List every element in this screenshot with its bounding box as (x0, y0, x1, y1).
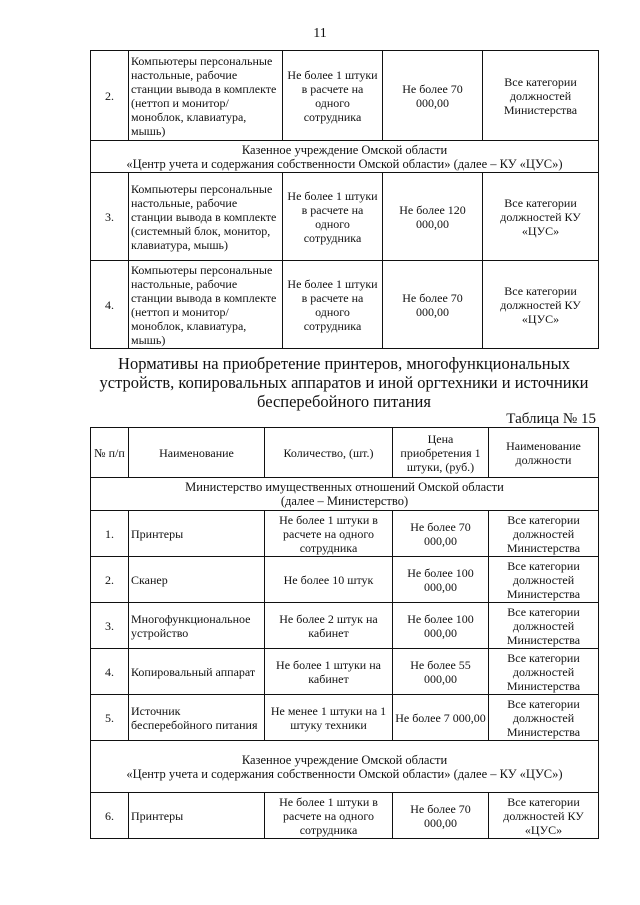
table-row (91, 793, 599, 839)
row-number: 1. (91, 511, 129, 557)
item-position: Все категории должностей КУ «ЦУС» (483, 261, 599, 349)
item-name: Компьютеры персональные настольные, рабочие станции вывода в комплекте (неттоп и монитор/моноблок, клавиатура, мышь) (129, 51, 283, 141)
section-title: Нормативы на приобретение принтеров, многофункциональных устройств, копировальных аппаратов и иной оргтехники и источники бесперебойного питания (99, 354, 589, 411)
group-line-2: «Центр учета и содержания собственности Омской области» (далее – КУ «ЦУС») (126, 766, 563, 781)
item-price: Не более 70 000,00 (383, 51, 483, 141)
item-position: Все категории должностей КУ «ЦУС» (483, 173, 599, 261)
item-position: Все категории должностей Министерства (483, 51, 599, 141)
column-header-number: № п/п (91, 428, 129, 478)
row-number: 2. (91, 557, 129, 603)
item-name: Принтеры (129, 511, 265, 557)
table-row (91, 51, 599, 141)
item-quantity: Не более 2 штук на кабинет (265, 603, 393, 649)
item-name: Компьютеры персональные настольные, рабочие станции вывода в комплекте (неттоп и монитор/моноблок, клавиатура, мышь) (129, 261, 283, 349)
item-price: Не более 120 000,00 (383, 173, 483, 261)
item-price: Не более 55 000,00 (393, 649, 489, 695)
table-caption: Таблица № 15 (506, 411, 596, 427)
item-quantity: Не более 1 штуки в расчете на одного сотрудника (283, 51, 383, 141)
item-position: Все категории должностей Министерства (489, 511, 599, 557)
item-quantity: Не менее 1 штуки на 1 штуку техники (265, 695, 393, 741)
group-line-1: Министерство имущественных отношений Омской области (185, 480, 504, 494)
item-quantity: Не более 1 штуки в расчете на одного сотрудника (283, 261, 383, 349)
row-number: 2. (91, 51, 129, 141)
column-header-name: Наименование (129, 428, 265, 478)
group-header-row (91, 141, 599, 173)
table-row (91, 511, 599, 557)
group-header-ministry (91, 478, 599, 511)
group-header-kus (91, 141, 599, 173)
table-header-row (91, 428, 599, 478)
item-position: Все категории должностей Министерства (489, 649, 599, 695)
item-price: Не более 100 000,00 (393, 603, 489, 649)
group-line-2: (далее – Министерство) (280, 494, 409, 508)
item-name: Компьютеры персональные настольные, рабочие станции вывода в комплекте (системный блок, монитор, клавиатура, мышь) (129, 173, 283, 261)
item-price: Не более 70 000,00 (393, 511, 489, 557)
computers-norms-table-continued (90, 50, 599, 349)
item-quantity: Не более 10 штук (265, 557, 393, 603)
item-position: Все категории должностей Министерства (489, 695, 599, 741)
item-price: Не более 70 000,00 (383, 261, 483, 349)
row-number: 4. (91, 261, 129, 349)
item-position: Все категории должностей Министерства (489, 603, 599, 649)
group-header-row (91, 741, 599, 793)
item-price: Не более 70 000,00 (393, 793, 489, 839)
group-line-1: Казенное учреждение Омской области (241, 142, 448, 157)
item-name: Сканер (129, 557, 265, 603)
item-name: Источник бесперебойного питания (129, 695, 265, 741)
item-quantity: Не более 1 штуки в расчете на одного сотрудника (265, 793, 393, 839)
row-number: 5. (91, 695, 129, 741)
table-row (91, 557, 599, 603)
item-quantity: Не более 1 штуки в расчете на одного сотрудника (265, 511, 393, 557)
column-header-position: Наименование должности (489, 428, 599, 478)
page-number: 11 (313, 26, 327, 41)
row-number: 6. (91, 793, 129, 839)
item-position: Все категории должностей КУ «ЦУС» (489, 793, 599, 839)
column-header-quantity: Количество, (шт.) (265, 428, 393, 478)
group-header-row (91, 478, 599, 511)
group-line-1: Казенное учреждение Омской области (241, 752, 448, 767)
item-name: Копировальный аппарат (129, 649, 265, 695)
item-price: Не более 7 000,00 (393, 695, 489, 741)
item-price: Не более 100 000,00 (393, 557, 489, 603)
table-row (91, 695, 599, 741)
group-header-kus (91, 741, 599, 793)
group-line-2: «Центр учета и содержания собственности Омской области» (далее – КУ «ЦУС») (126, 156, 563, 171)
table-row (91, 261, 599, 349)
item-name: Принтеры (129, 793, 265, 839)
column-header-price: Цена приобретения 1 штуки, (руб.) (393, 428, 489, 478)
table-row (91, 173, 599, 261)
item-position: Все категории должностей Министерства (489, 557, 599, 603)
table-row (91, 649, 599, 695)
row-number: 4. (91, 649, 129, 695)
office-equipment-norms-table (90, 427, 599, 839)
table-row (91, 603, 599, 649)
row-number: 3. (91, 173, 129, 261)
item-quantity: Не более 1 штуки на кабинет (265, 649, 393, 695)
item-name: Многофункциональное устройство (129, 603, 265, 649)
item-quantity: Не более 1 штуки в расчете на одного сотрудника (283, 173, 383, 261)
row-number: 3. (91, 603, 129, 649)
